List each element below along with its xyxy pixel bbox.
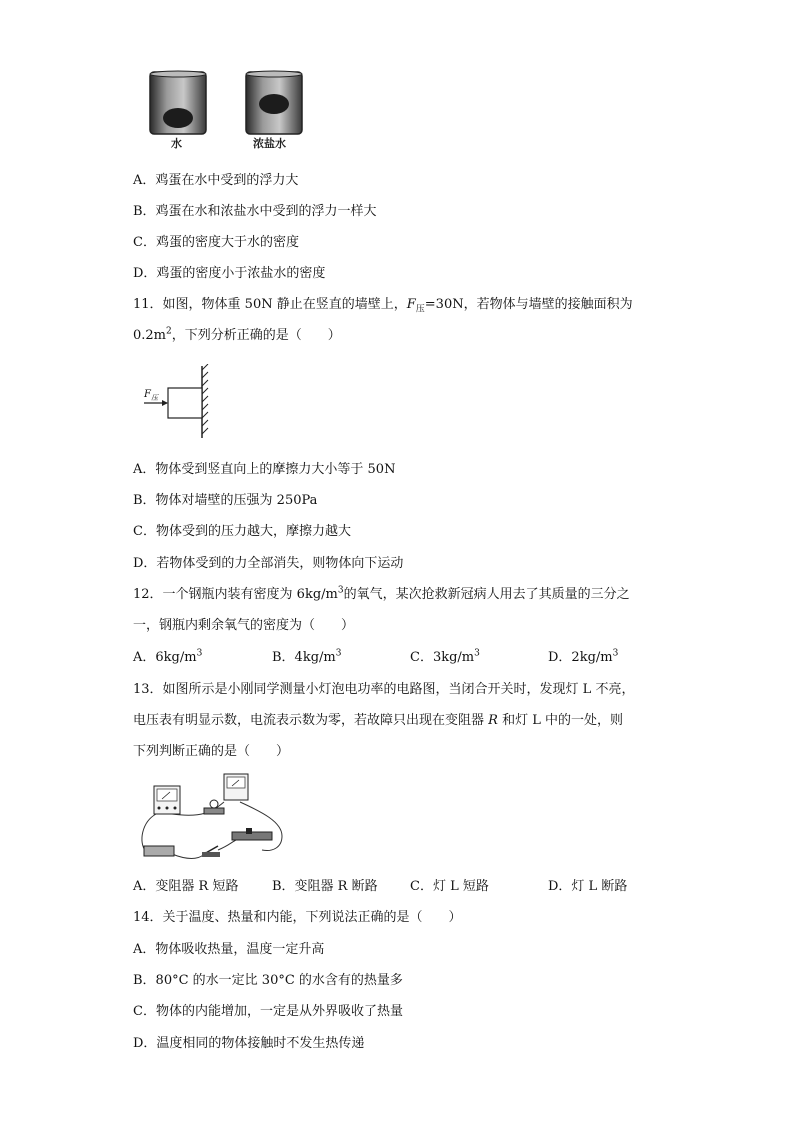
q10-option-d: D．鸡蛋的密度小于浓盐水的密度 (133, 266, 326, 281)
block-force-letter: F (144, 389, 151, 400)
q12-option-a (133, 650, 202, 666)
q11-force-subscript: 压 (415, 304, 425, 315)
q11-stem-text-c: ，下列分析正确的是（ ） (171, 328, 341, 343)
q11-option-c: C．物体受到的压力越大，摩擦力越大 (133, 524, 351, 539)
q11-option-b: B．物体对墙壁的压强为 250Pa (133, 493, 318, 508)
q12-option-c (410, 650, 480, 666)
q13-stem-line3: 下列判断正确的是（ ） (133, 744, 290, 759)
q13-option-d: D．灯 L 断路 (548, 879, 628, 894)
q14-option-d: D．温度相同的物体接触时不发生热传递 (133, 1036, 365, 1051)
q11-stem-line1 (133, 297, 633, 313)
q11-stem-text-b: =30N，若物体与墙壁的接触面积为 (424, 297, 633, 312)
beaker-label-water: 水 (171, 137, 182, 150)
q12-option-c-sup: 3 (474, 648, 480, 659)
q11-stem-text-a: 11．如图，物体重 50N 静止在竖直的墙壁上， (133, 297, 407, 312)
q12-option-c-text: C．3kg/m (410, 650, 475, 665)
q12-stem-text-a: 12．一个钢瓶内装有密度为 6kg/m (133, 587, 338, 602)
q11-stem-line2 (133, 328, 341, 344)
q14-stem: 14．关于温度、热量和内能，下列说法正确的是（ ） (133, 910, 462, 925)
beakers-illustration (142, 70, 312, 152)
q11-force-symbol: F (406, 297, 416, 312)
q11-option-d: D．若物体受到的力全部消失，则物体向下运动 (133, 556, 404, 571)
q13-option-c: C．灯 L 短路 (410, 879, 489, 894)
q13-option-a: A．变阻器 R 短路 (133, 879, 239, 894)
q12-option-b (272, 650, 341, 666)
q10-option-b: B．鸡蛋在水和浓盐水中受到的浮力一样大 (133, 204, 377, 219)
q14-option-c: C．物体的内能增加，一定是从外界吸收了热量 (133, 1004, 403, 1019)
block-wall-figure (140, 364, 220, 442)
q13-stem-text-b: 和灯 L 中的一处，则 (497, 713, 623, 728)
q12-stem-line2: 一，钢瓶内剩余氧气的密度为（ ） (133, 618, 355, 633)
q14-option-a: A．物体吸收热量，温度一定升高 (133, 942, 325, 957)
block-wall-illustration (140, 364, 220, 442)
q12-option-a-text: A．6kg/m (133, 650, 197, 665)
q10-option-a: A．鸡蛋在水中受到的浮力大 (133, 173, 299, 188)
circuit-figure (132, 772, 292, 864)
q12-option-b-sup: 3 (335, 648, 342, 659)
q12-density-sup: 3 (337, 585, 344, 596)
q10-option-c: C．鸡蛋的密度大于水的密度 (133, 235, 299, 250)
q12-option-d-text: D．2kg/m (548, 650, 613, 665)
beakers-figure (142, 70, 312, 152)
q12-option-b-text: B．4kg/m (272, 650, 336, 665)
q14-option-b: B．80°C 的水一定比 30°C 的水含有的热量多 (133, 973, 403, 988)
block-force-label (144, 389, 158, 400)
q11-area-value: 0.2m (133, 328, 167, 343)
q13-stem-line1: 13．如图所示是小刚同学测量小灯泡电功率的电路图，当闭合开关时，发现灯 L 不亮， (133, 682, 635, 697)
q11-option-a: A．物体受到竖直向上的摩擦力大小等于 50N (133, 462, 396, 477)
q13-rheostat-symbol: R (488, 713, 498, 728)
beaker-label-brine: 浓盐水 (253, 137, 286, 150)
q12-option-d-sup: 3 (612, 648, 619, 659)
circuit-illustration (132, 772, 292, 864)
q13-stem-text-a: 电压表有明显示数，电流表示数为零，若故障只出现在变阻器 (133, 713, 489, 728)
q12-option-a-sup: 3 (196, 648, 203, 659)
q12-option-d (548, 650, 618, 666)
q12-stem-text-b: 的氧气，某次抢救新冠病人用去了其质量的三分之 (343, 587, 630, 602)
q13-option-b: B．变阻器 R 断路 (272, 879, 378, 894)
q13-stem-line2 (133, 713, 623, 729)
block-force-sub: 压 (150, 394, 158, 402)
q11-area-sup: 2 (166, 326, 172, 337)
q12-stem-line1 (133, 587, 630, 603)
